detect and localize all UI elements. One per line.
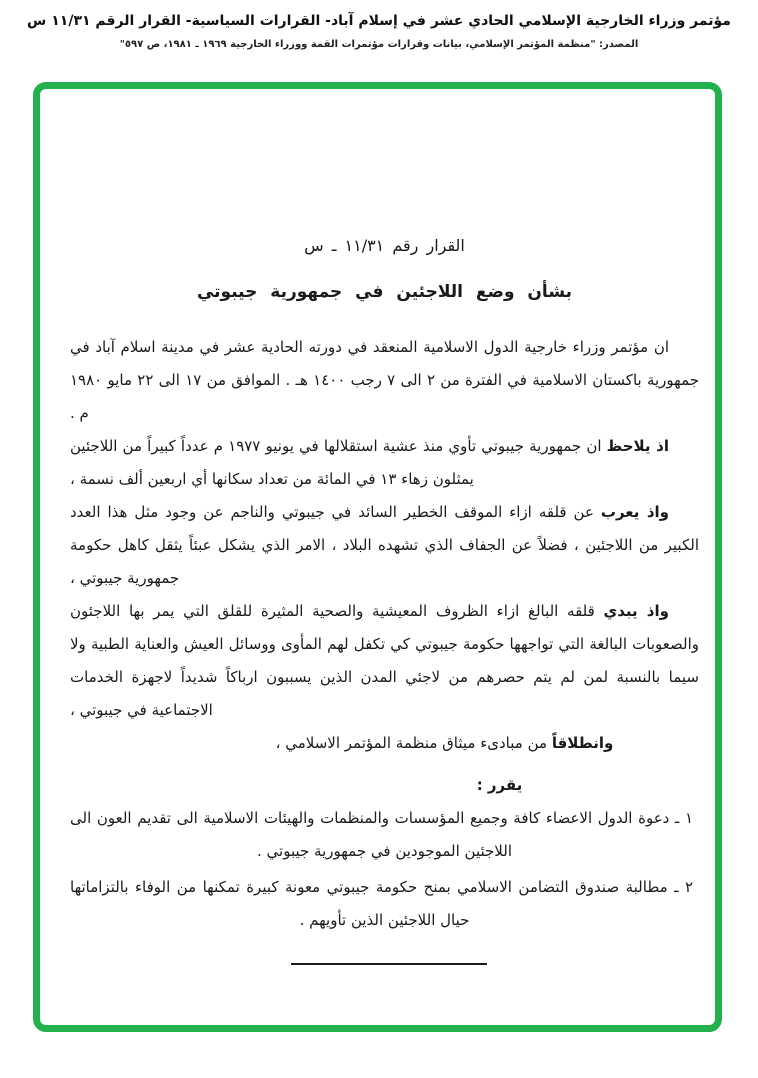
paragraph-lead: اذ يلاحظ <box>606 437 669 455</box>
paragraph-text: ان جمهورية جيبوتي تأوي منذ عشية استقلالها في يونيو ١٩٧٧ م عدداً كبيراً من اللاجئين يمثلون زهاء ١٣ في المائة من تعداد سكانها أي اربعين ألف نسمة ، <box>70 437 602 488</box>
preamble-paragraph-5 <box>70 727 699 760</box>
preamble-paragraph-4 <box>70 595 699 727</box>
separator-line <box>291 963 487 965</box>
decides-label: يقرر : <box>476 776 523 794</box>
preamble-paragraph-1 <box>70 331 699 430</box>
paragraph-text: عن قلقه ازاء الموقف الخطير السائد في جيبوتي والناجم عن وجود مثل هذا العدد الكبير من اللاجئين ، فضلاً عن الجفاف الذي تشهده البلاد ، الامر الذي يشكل عبئاً يثقل كاهل حكومة جمهورية جيبوتي ، <box>70 503 699 587</box>
preamble-paragraph-2 <box>70 430 699 496</box>
decision-item-2: ٢ ـ مطالبة صندوق التضامن الاسلامي بمنح حكومة جيبوتي معونة كبيرة تمكنها من الوفاء بالتزاماتها حيال اللاجئين الذين تأويهم . <box>70 878 693 929</box>
resolution-number: القرار رقم ١١/٣١ ـ س <box>304 236 465 255</box>
paragraph-lead: وانطلاقاً <box>551 734 614 752</box>
paragraph-lead: واذ يبدي <box>603 602 669 620</box>
decision-item-1: ١ ـ دعوة الدول الاعضاء كافة وجميع المؤسسات والمنظمات والهيئات الاسلامية الى تقديم العون الى اللاجئين الموجودين في جمهورية جيبوتي . <box>70 809 693 860</box>
header-title: مؤتمر وزراء الخارجية الإسلامي الحادي عشر في إسلام آباد- القرارات السياسية- القرار الرقم ١١/٣١ س <box>27 13 731 29</box>
preamble-paragraph-3 <box>70 496 699 595</box>
paragraph-lead: واذ يعرب <box>600 503 669 521</box>
paragraph-text: وزراء خارجية الدول الاسلامية المنعقد في دورته الحادية عشر في مدينة اسلام آباد في جمهورية باكستان الاسلامية في الفترة من ٢ الى ٧ رجب ١٤٠٠ هـ . الموافق من ١٧ الى ٢٢ مايو ١٩٨٠ م . <box>70 338 700 422</box>
resolution-title: بشأن وضع اللاجئين في جمهورية جيبوتي <box>196 282 573 302</box>
document-content <box>40 89 715 1025</box>
paragraph-text: قلقه البالغ ازاء الظروف المعيشية والصحية المثيرة للقلق التي يمر بها اللاجئون والصعوبات البالغة التي تواجهها حكومة جيبوتي كي تكفل لهم المأوى ووسائل العيش والعناية الطبية ولا سيما بالنسبة لمن لم يتم حصرهم من لاجئي المدن الذين يسببون ارباكاً شديداً لاجهزة الخدمات الاجتماعية في جيبوتي ، <box>70 602 699 719</box>
document-frame <box>33 82 722 1032</box>
header-source-citation: المصدر: "منظمة المؤتمر الإسلامي، بيانات وقرارات مؤتمرات القمة ووزراء الخارجية ١٩٦٩ ـ ١٩٨١، ص ٥٩٧" <box>119 39 639 50</box>
page-header <box>0 10 758 52</box>
paragraph-text: من مبادىء ميثاق منظمة المؤتمر الاسلامي ، <box>275 734 548 752</box>
paragraph-lead: ان مؤتمر <box>611 338 669 356</box>
